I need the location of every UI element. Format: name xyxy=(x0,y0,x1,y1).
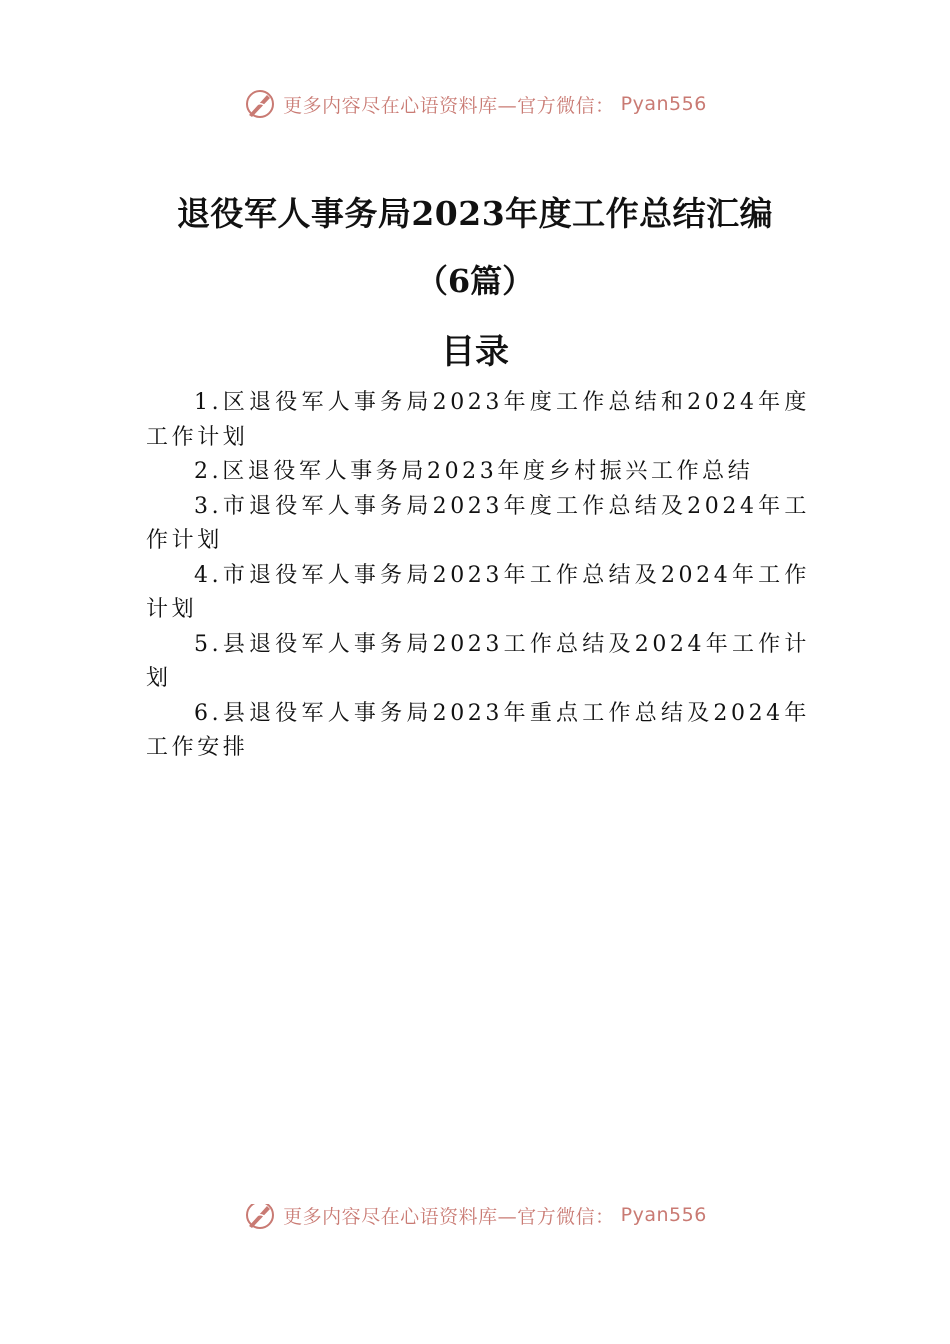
toc-item-4[interactable]: 4.市退役军人事务局2023年工作总结及2024年工作计划 xyxy=(146,562,810,622)
document-subtitle: （6篇） xyxy=(415,262,535,300)
watermark-header xyxy=(0,84,950,124)
toc-item-3[interactable]: 3.市退役军人事务局2023年度工作总结及2024年工作计划 xyxy=(146,493,810,553)
watermark-id: Pyan556 xyxy=(620,93,707,115)
watermark-id: Pyan556 xyxy=(620,1204,707,1226)
watermark-text: 更多内容尽在心语资料库—官方微信： xyxy=(283,94,615,117)
document-title: 退役军人事务局2023年度工作总结汇编 xyxy=(176,194,774,233)
pen-logo-icon xyxy=(243,1204,277,1232)
toc-item-5[interactable]: 5.县退役军人事务局2023工作总结及2024年工作计划 xyxy=(146,631,810,691)
pen-logo-icon xyxy=(243,87,277,121)
watermark-footer xyxy=(0,1204,950,1238)
table-of-contents xyxy=(146,386,810,766)
watermark-text: 更多内容尽在心语资料库—官方微信： xyxy=(283,1205,615,1228)
toc-item-6[interactable]: 6.县退役军人事务局2023年重点工作总结及2024年工作安排 xyxy=(146,700,810,760)
toc-heading: 目录 xyxy=(441,332,509,372)
toc-item-1[interactable]: 1.区退役军人事务局2023年度工作总结和2024年度工作计划 xyxy=(146,390,810,450)
toc-item-2[interactable]: 2.区退役军人事务局2023年度乡村振兴工作总结 xyxy=(194,459,754,484)
